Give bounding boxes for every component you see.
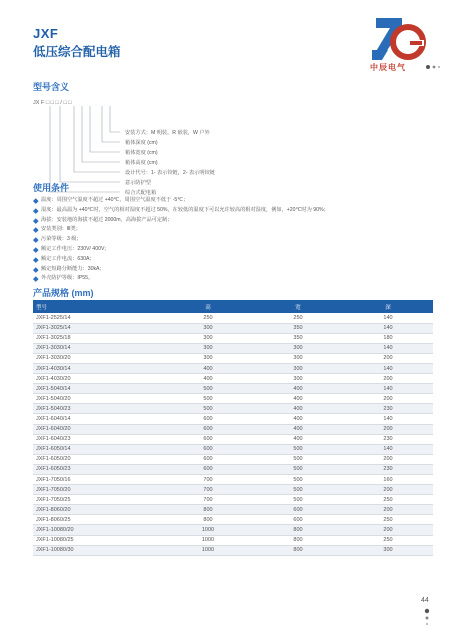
cell-width: 350 [253, 333, 343, 343]
cell-height: 800 [163, 505, 253, 515]
cell-model: JXF1-6040/20 [33, 424, 163, 434]
cell-height: 500 [163, 394, 253, 404]
table-row [33, 414, 433, 424]
cell-depth: 180 [343, 333, 433, 343]
cell-width: 250 [253, 313, 343, 323]
cell-depth: 200 [343, 454, 433, 464]
cell-model: JXF1-6040/23 [33, 434, 163, 444]
cell-model: JXF1-4030/14 [33, 363, 163, 373]
cell-depth: 140 [343, 343, 433, 353]
model-label-type: 综合式配电箱 [125, 190, 157, 196]
table-row [33, 475, 433, 485]
table-row [33, 505, 433, 515]
cell-width: 600 [253, 515, 343, 525]
model-label-width: 箱体宽度 (cm) [125, 150, 158, 156]
cell-model: JXF1-4030/20 [33, 374, 163, 384]
cell-depth: 200 [343, 374, 433, 384]
cell-height: 700 [163, 485, 253, 495]
cell-model: JXF1-10080/20 [33, 525, 163, 535]
table-row [33, 404, 433, 414]
bullet-icon [33, 228, 38, 233]
cell-width: 600 [253, 505, 343, 515]
cell-depth: 200 [343, 525, 433, 535]
cell-width: 800 [253, 525, 343, 535]
cell-depth: 230 [343, 404, 433, 414]
table-row [33, 323, 433, 333]
cell-depth: 140 [343, 414, 433, 424]
cell-height: 250 [163, 313, 253, 323]
model-section-heading: 型号含义 [33, 82, 70, 92]
cell-height: 800 [163, 515, 253, 525]
cell-width: 400 [253, 384, 343, 394]
table-row [33, 313, 433, 323]
cell-width: 300 [253, 374, 343, 384]
page-decorative-dots [424, 608, 430, 628]
cell-width: 800 [253, 535, 343, 545]
cell-width: 500 [253, 495, 343, 505]
cell-model: JXF1-7050/16 [33, 475, 163, 485]
cell-depth: 200 [343, 424, 433, 434]
cell-model: JXF1-7050/25 [33, 495, 163, 505]
cell-depth: 200 [343, 485, 433, 495]
bullet-icon [33, 277, 38, 282]
conditions-list [34, 196, 329, 284]
cell-depth: 200 [343, 505, 433, 515]
cell-model: JXF1-8060/25 [33, 515, 163, 525]
page-title: JXF [33, 26, 59, 41]
cell-height: 600 [163, 414, 253, 424]
cell-height: 500 [163, 404, 253, 414]
model-label-install: 安装方式：M 明装，R 嵌装，W 户外 [125, 130, 210, 136]
model-label-depth: 箱体深度 (cm) [125, 140, 158, 146]
cell-height: 600 [163, 434, 253, 444]
bullet-icon [33, 198, 38, 203]
cell-width: 300 [253, 343, 343, 353]
cell-height: 1000 [163, 525, 253, 535]
cell-width: 400 [253, 424, 343, 434]
bullet-icon [33, 218, 38, 223]
table-row [33, 363, 433, 373]
cell-depth: 140 [343, 363, 433, 373]
cell-model: JXF1-10080/25 [33, 535, 163, 545]
column-header-width: 宽 [253, 300, 343, 313]
cell-height: 500 [163, 384, 253, 394]
cell-height: 300 [163, 333, 253, 343]
cell-width: 500 [253, 454, 343, 464]
cell-width: 300 [253, 353, 343, 363]
cell-height: 1000 [163, 535, 253, 545]
cell-width: 300 [253, 363, 343, 373]
table-row [33, 394, 433, 404]
cell-height: 300 [163, 323, 253, 333]
cell-model: JXF1-10080/30 [33, 545, 163, 555]
cell-height: 600 [163, 464, 253, 474]
model-code: JX F □ □ □ / □ □ [33, 100, 72, 106]
condition-item: 湿度：最高温为 +40℃时，空气的相对湿度不超过 50%，在较低的温度下可以允许较高的相对湿度，例如，+20℃时为 90%； [34, 206, 329, 216]
cell-height: 1000 [163, 545, 253, 555]
cell-model: JXF1-3025/18 [33, 333, 163, 343]
cell-model: JXF1-3025/14 [33, 323, 163, 333]
cell-model: JXF1-5040/23 [33, 404, 163, 414]
cell-depth: 140 [343, 323, 433, 333]
model-label-design: 设计代号：1- 表示铰链，2- 表示明铰链 [125, 170, 215, 176]
cell-depth: 230 [343, 434, 433, 444]
cell-depth: 200 [343, 394, 433, 404]
cell-model: JXF1-5040/14 [33, 384, 163, 394]
table-row [33, 525, 433, 535]
cell-model: JXF1-6040/14 [33, 414, 163, 424]
table-row [33, 374, 433, 384]
column-header-height: 高 [163, 300, 253, 313]
condition-item: 海拔：安装地的海拔不超过 2000m，高海拔产品可定制； [34, 216, 329, 226]
cell-depth: 300 [343, 545, 433, 555]
cell-width: 800 [253, 545, 343, 555]
bullet-icon [33, 247, 38, 252]
cell-width: 500 [253, 485, 343, 495]
cell-depth: 140 [343, 384, 433, 394]
cell-height: 400 [163, 374, 253, 384]
table-row [33, 343, 433, 353]
spec-section-heading: 产品规格 (mm) [33, 288, 94, 298]
cell-width: 350 [253, 323, 343, 333]
cell-depth: 140 [343, 444, 433, 454]
cell-depth: 250 [343, 515, 433, 525]
table-row [33, 434, 433, 444]
table-row [33, 464, 433, 474]
condition-item: 污染等级：3 级； [34, 235, 329, 245]
table-row [33, 545, 433, 555]
condition-item: 额定工作电流：630A； [34, 255, 329, 265]
cell-model: JXF1-3030/14 [33, 343, 163, 353]
cell-width: 400 [253, 434, 343, 444]
cell-height: 600 [163, 424, 253, 434]
column-header-depth: 深 [343, 300, 433, 313]
table-row [33, 353, 433, 363]
bullet-icon [33, 267, 38, 272]
cell-height: 400 [163, 363, 253, 373]
spec-table-header [33, 300, 433, 313]
cell-width: 500 [253, 444, 343, 454]
cell-model: JXF1-3030/20 [33, 353, 163, 363]
condition-item: 额定短路分断能力：30kA； [34, 265, 329, 275]
bullet-icon [33, 237, 38, 242]
condition-item: 温度：周围空气温度不超过 +40℃，周围空气温度不低于 -5℃； [34, 196, 329, 206]
cell-depth: 250 [343, 535, 433, 545]
table-row [33, 444, 433, 454]
table-row [33, 384, 433, 394]
table-row [33, 495, 433, 505]
page-number: 44 [421, 597, 429, 604]
cell-depth: 250 [343, 495, 433, 505]
cell-model: JXF1-6050/14 [33, 444, 163, 454]
decorative-dots [425, 63, 445, 71]
cell-model: JXF1-8060/20 [33, 505, 163, 515]
column-header-model: 型号 [33, 300, 163, 313]
company-name: 中辰电气 [370, 63, 406, 72]
cell-model: JXF1-7050/20 [33, 485, 163, 495]
cell-depth: 160 [343, 475, 433, 485]
cell-depth: 230 [343, 464, 433, 474]
table-row [33, 535, 433, 545]
spec-table-body [33, 313, 433, 555]
cell-height: 700 [163, 495, 253, 505]
cell-height: 600 [163, 454, 253, 464]
cell-height: 300 [163, 353, 253, 363]
cell-depth: 140 [343, 313, 433, 323]
cell-depth: 200 [343, 353, 433, 363]
bullet-icon [33, 257, 38, 262]
table-row [33, 485, 433, 495]
cell-width: 500 [253, 475, 343, 485]
table-row [33, 333, 433, 343]
cell-model: JXF1-6050/20 [33, 454, 163, 464]
table-row [33, 454, 433, 464]
cell-width: 400 [253, 404, 343, 414]
table-row [33, 424, 433, 434]
cell-height: 600 [163, 444, 253, 454]
bullet-icon [33, 208, 38, 213]
model-label-protection: 意示防护型 [125, 180, 151, 186]
page-subtitle: 低压综合配电箱 [33, 45, 121, 59]
model-label-height: 箱体高度 (cm) [125, 160, 158, 166]
cell-width: 500 [253, 464, 343, 474]
cell-height: 700 [163, 475, 253, 485]
condition-item: 额定工作电压：230V/ 400V； [34, 245, 329, 255]
table-row [33, 515, 433, 525]
cell-model: JXF1-6050/23 [33, 464, 163, 474]
cell-width: 400 [253, 414, 343, 424]
condition-item: 安装类别：Ⅲ类； [34, 225, 329, 235]
conditions-section-heading: 使用条件 [33, 183, 70, 193]
cell-width: 400 [253, 394, 343, 404]
cell-model: JXF1-5040/20 [33, 394, 163, 404]
cell-model: JXF1-2525/14 [33, 313, 163, 323]
spec-table [33, 300, 433, 556]
cell-height: 300 [163, 343, 253, 353]
condition-item: 外壳防护等级：IP55。 [34, 274, 329, 284]
